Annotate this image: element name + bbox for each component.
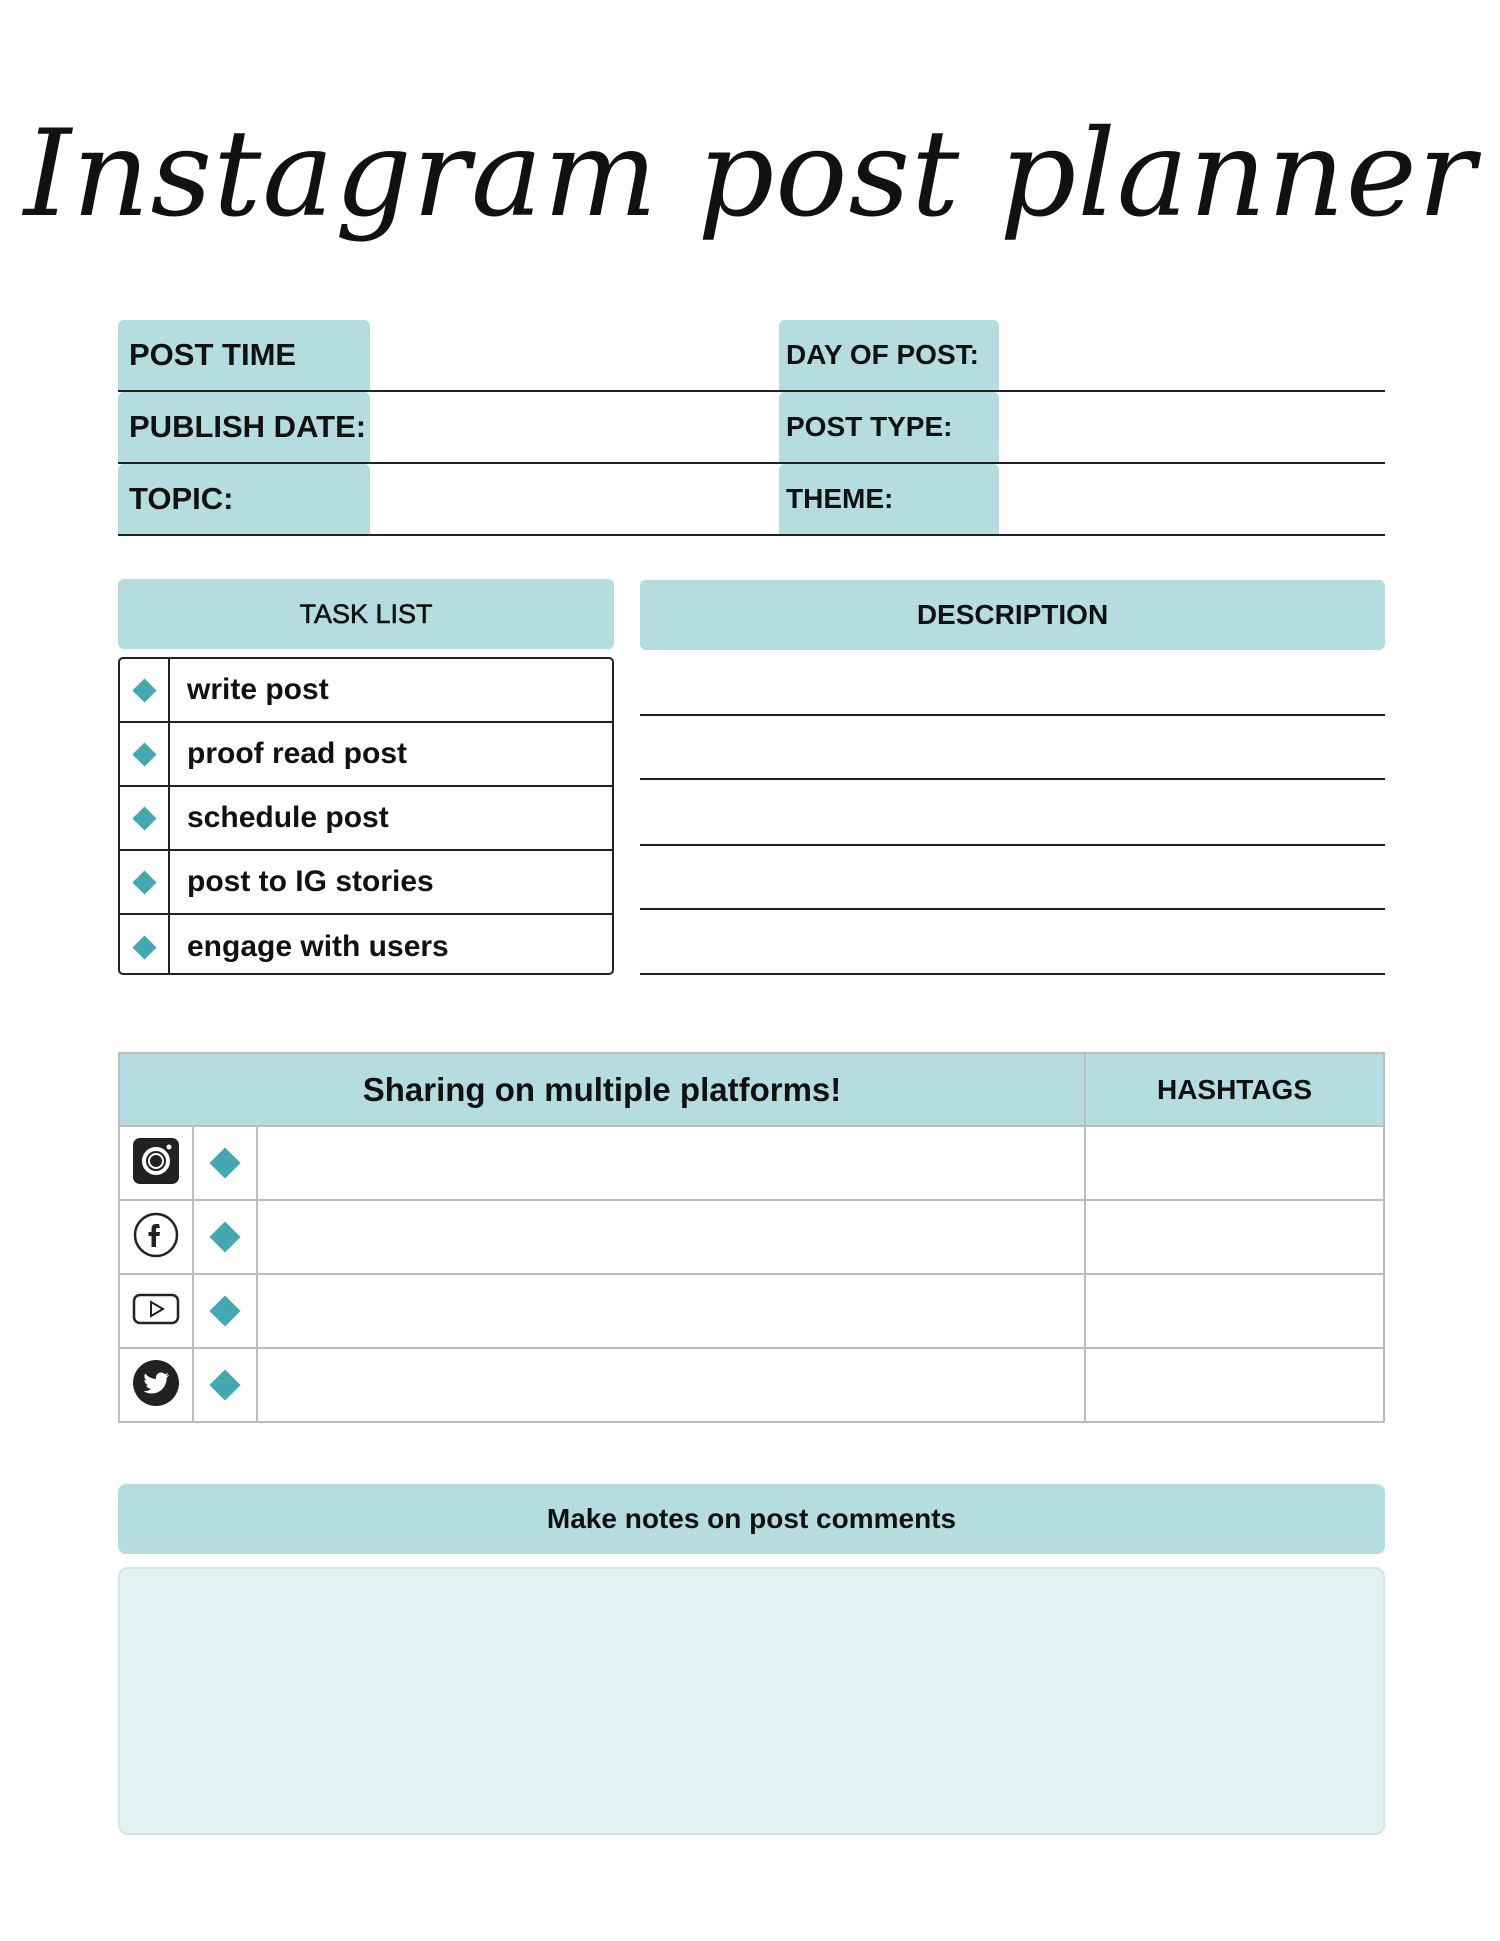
icon-cell bbox=[119, 1274, 193, 1348]
task-item[interactable] bbox=[120, 915, 612, 975]
topic-label: TOPIC: bbox=[118, 464, 370, 534]
icon-cell bbox=[119, 1200, 193, 1274]
bullet-cell bbox=[120, 723, 170, 785]
platform-row bbox=[119, 1200, 1384, 1274]
task-list-header: TASK LIST bbox=[118, 579, 614, 649]
youtube-icon bbox=[132, 1292, 180, 1326]
notes-area[interactable] bbox=[118, 1567, 1385, 1835]
diamond-bullet-icon bbox=[132, 678, 156, 702]
bullet-cell bbox=[120, 851, 170, 913]
description-line[interactable] bbox=[640, 844, 1385, 846]
hashtag-cell[interactable] bbox=[1085, 1274, 1384, 1348]
day-of-post-label: DAY OF POST: bbox=[779, 320, 999, 390]
entry-line[interactable] bbox=[118, 390, 1385, 392]
entry-line[interactable] bbox=[118, 534, 1385, 536]
page-title: Instagram post planner bbox=[23, 105, 1477, 244]
facebook-icon bbox=[132, 1211, 180, 1259]
bullet-cell bbox=[120, 787, 170, 849]
platform-entry-cell[interactable] bbox=[257, 1126, 1085, 1200]
platform-entry-cell[interactable] bbox=[257, 1274, 1085, 1348]
task-label: schedule post bbox=[187, 801, 389, 834]
platform-row bbox=[119, 1348, 1384, 1422]
hashtag-cell[interactable] bbox=[1085, 1200, 1384, 1274]
platform-row bbox=[119, 1126, 1384, 1200]
bullet-cell bbox=[193, 1200, 257, 1274]
description-header: DESCRIPTION bbox=[640, 580, 1385, 650]
platform-row bbox=[119, 1274, 1384, 1348]
hashtags-header: HASHTAGS bbox=[1085, 1053, 1384, 1126]
post-type-label: POST TYPE: bbox=[779, 392, 999, 462]
platform-entry-cell[interactable] bbox=[257, 1200, 1085, 1274]
description-line[interactable] bbox=[640, 973, 1385, 975]
sharing-header: Sharing on multiple platforms! bbox=[119, 1053, 1085, 1126]
bullet-cell bbox=[120, 659, 170, 721]
diamond-bullet-icon bbox=[132, 935, 156, 959]
bullet-cell bbox=[120, 915, 170, 975]
bullet-cell bbox=[193, 1126, 257, 1200]
hashtag-cell[interactable] bbox=[1085, 1348, 1384, 1422]
bullet-cell bbox=[193, 1274, 257, 1348]
task-label: write post bbox=[187, 673, 329, 706]
task-item[interactable] bbox=[120, 659, 612, 723]
icon-cell bbox=[119, 1348, 193, 1422]
sharing-table bbox=[118, 1052, 1385, 1423]
task-item[interactable] bbox=[120, 723, 612, 787]
task-label: proof read post bbox=[187, 737, 408, 770]
hashtag-cell[interactable] bbox=[1085, 1126, 1384, 1200]
description-line[interactable] bbox=[640, 714, 1385, 716]
diamond-bullet-icon bbox=[209, 1221, 240, 1252]
notes-header: Make notes on post comments bbox=[118, 1484, 1385, 1554]
diamond-bullet-icon bbox=[132, 806, 156, 830]
diamond-bullet-icon bbox=[209, 1295, 240, 1326]
instagram-icon bbox=[132, 1137, 180, 1185]
theme-label: THEME: bbox=[779, 464, 999, 534]
diamond-bullet-icon bbox=[209, 1147, 240, 1178]
entry-line[interactable] bbox=[118, 462, 1385, 464]
task-item[interactable] bbox=[120, 851, 612, 915]
task-list bbox=[118, 657, 614, 975]
task-label: engage with users bbox=[187, 930, 449, 963]
post-time-label: POST TIME bbox=[118, 320, 370, 390]
description-line[interactable] bbox=[640, 778, 1385, 780]
task-label: post to IG stories bbox=[187, 865, 434, 898]
diamond-bullet-icon bbox=[209, 1369, 240, 1400]
diamond-bullet-icon bbox=[132, 870, 156, 894]
diamond-bullet-icon bbox=[132, 742, 156, 766]
publish-date-label: PUBLISH DATE: bbox=[118, 392, 370, 462]
icon-cell bbox=[119, 1126, 193, 1200]
task-item[interactable] bbox=[120, 787, 612, 851]
platform-entry-cell[interactable] bbox=[257, 1348, 1085, 1422]
twitter-icon bbox=[132, 1359, 180, 1407]
bullet-cell bbox=[193, 1348, 257, 1422]
description-line[interactable] bbox=[640, 908, 1385, 910]
